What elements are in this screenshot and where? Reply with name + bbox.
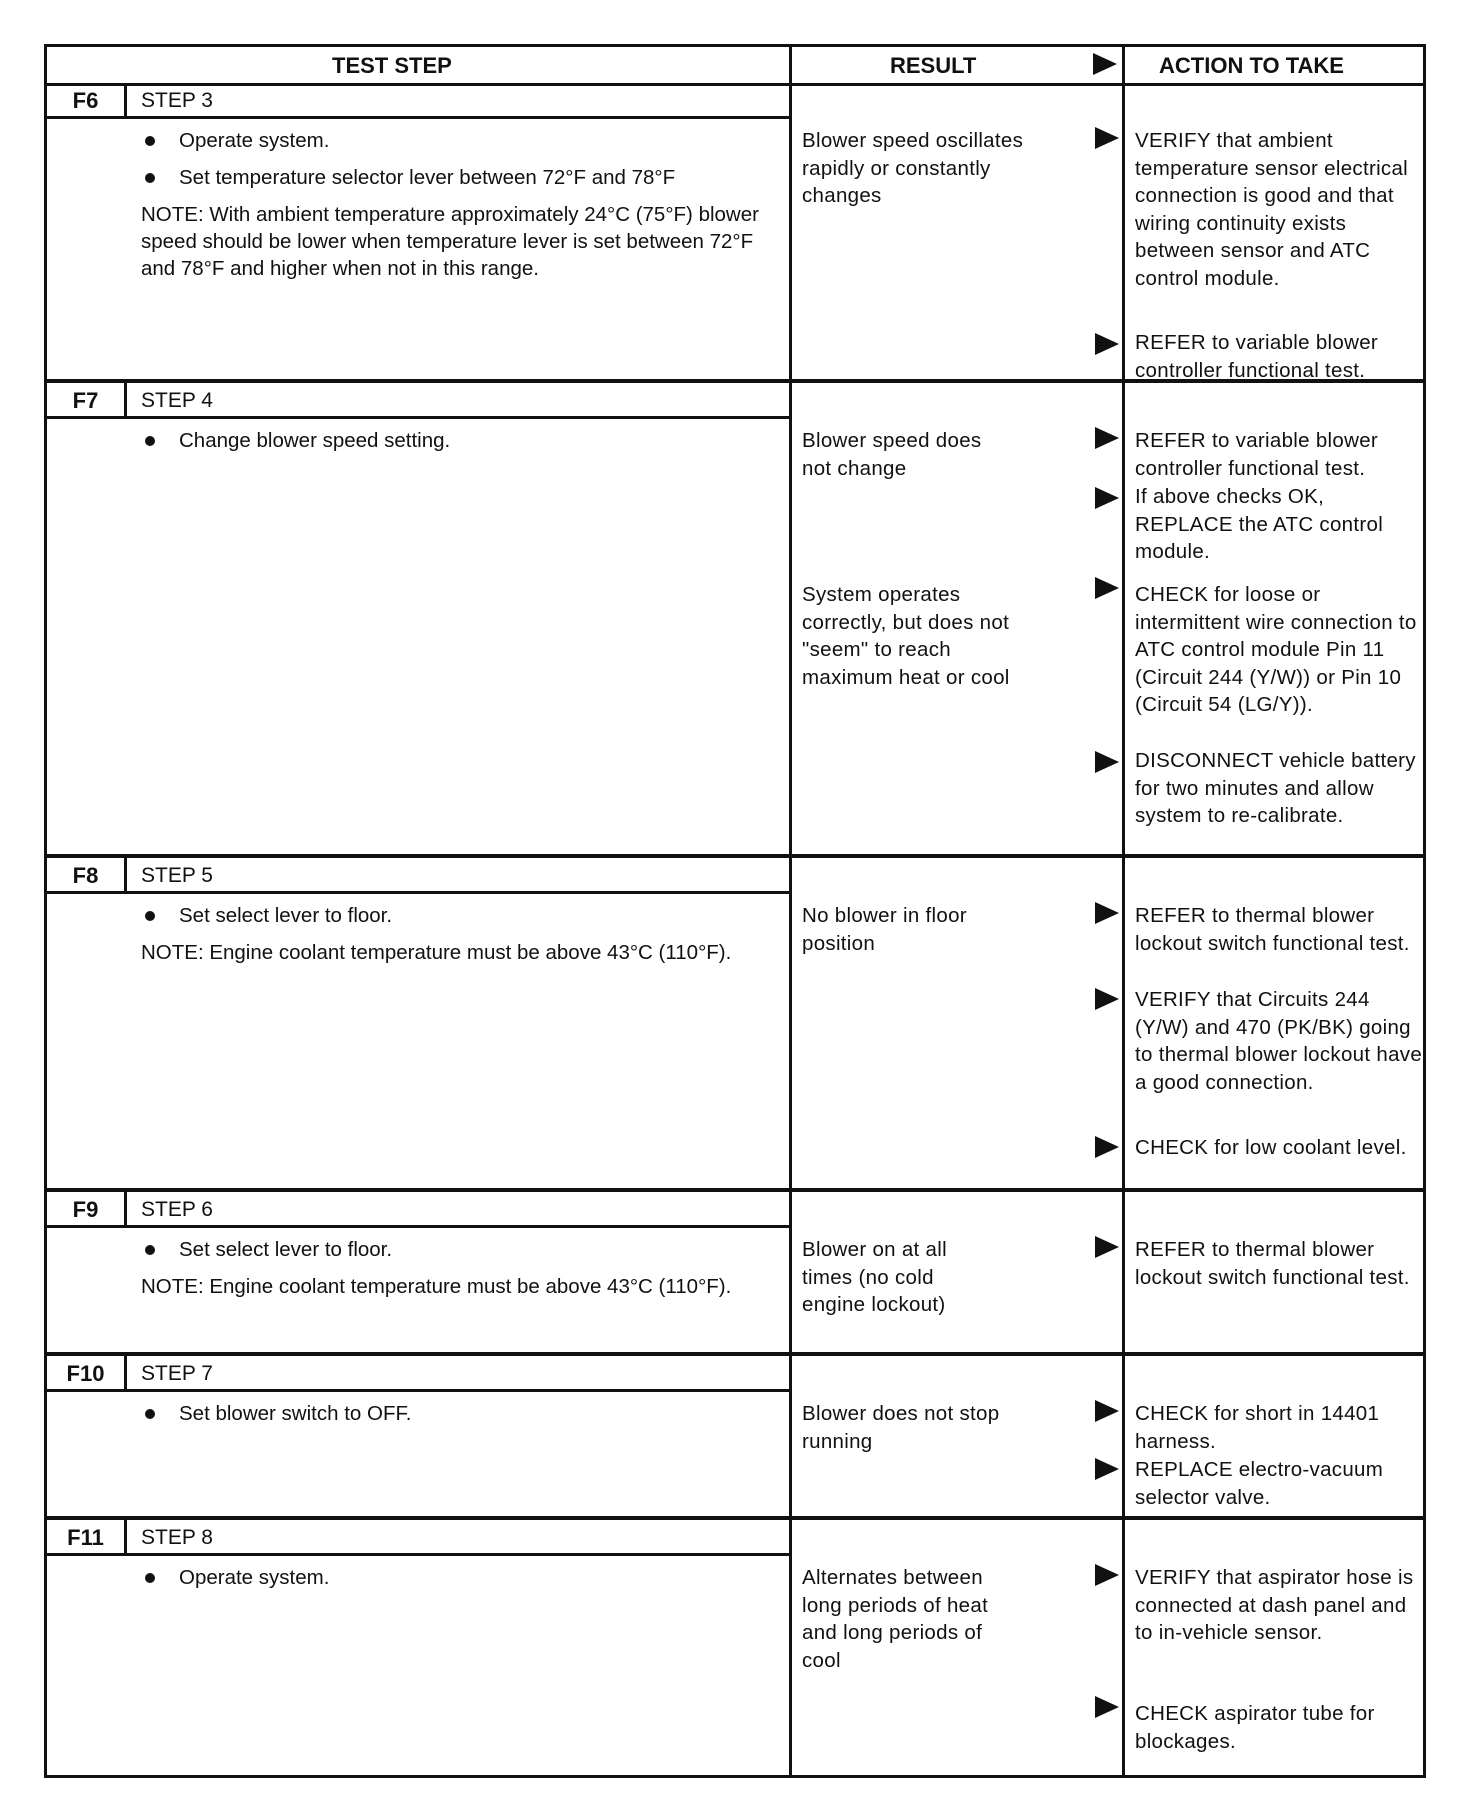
- arrow-icon: [1095, 1564, 1119, 1586]
- bullet-icon: [145, 173, 155, 183]
- step-header-row: [47, 383, 789, 419]
- arrow-icon: [1095, 1400, 1119, 1422]
- step-instructions: [141, 1564, 771, 1601]
- arrow-icon: [1095, 487, 1119, 509]
- result-text: Blower speed does not change: [802, 429, 982, 480]
- step-label: STEP 7: [141, 1362, 213, 1385]
- action-text: CHECK aspirator tube for blockages.: [1135, 1702, 1375, 1753]
- section-f10: [47, 1356, 1423, 1520]
- bullet-icon: [145, 136, 155, 146]
- step-header-row: [47, 1192, 789, 1228]
- step-label: STEP 4: [141, 389, 213, 412]
- action-text: REFER to variable blower controller functional test.: [1135, 331, 1379, 382]
- action-text: VERIFY that aspirator hose is connected at dash panel and to in-vehicle sensor.: [1135, 1566, 1414, 1644]
- step-header-row: [47, 1356, 789, 1392]
- instruction-bullet: Operate system.: [141, 1564, 771, 1591]
- step-label: STEP 6: [141, 1198, 213, 1221]
- section-tag: F6: [47, 83, 127, 119]
- instruction-bullet: Set select lever to floor.: [141, 1236, 771, 1263]
- instruction-bullet: Set temperature selector lever between 72°F and 78°F: [141, 164, 771, 191]
- action-text: REFER to thermal blower lockout switch functional test.: [1135, 1238, 1410, 1289]
- action-text: REFER to variable blower controller functional test.: [1135, 429, 1379, 480]
- instruction-bullet: Set select lever to floor.: [141, 902, 771, 929]
- instruction-bullet: Change blower speed setting.: [141, 427, 771, 454]
- section-f6: [47, 83, 1423, 383]
- result-text: Blower speed oscillates rapidly or constantly changes: [802, 129, 1024, 207]
- step-note: NOTE: Engine coolant temperature must be above 43°C (110°F).: [141, 941, 732, 964]
- result-text: System operates correctly, but does not "seem" to reach maximum heat or cool: [802, 583, 1010, 689]
- table-header: [47, 47, 1423, 86]
- bullet-icon: [145, 1245, 155, 1255]
- section-tag: F7: [47, 383, 127, 419]
- bullet-icon: [145, 1573, 155, 1583]
- arrow-icon: [1095, 1136, 1119, 1158]
- arrow-icon: [1095, 902, 1119, 924]
- step-instructions: [141, 902, 771, 966]
- arrow-icon: [1095, 988, 1119, 1010]
- instruction-bullet: Operate system.: [141, 127, 771, 154]
- action-text: CHECK for low coolant level.: [1135, 1136, 1407, 1159]
- action-text: CHECK for short in 14401 harness.: [1135, 1402, 1380, 1453]
- arrow-icon: [1095, 333, 1119, 355]
- instruction-bullet: Set blower switch to OFF.: [141, 1400, 771, 1427]
- arrow-icon: [1093, 53, 1117, 75]
- step-label: STEP 3: [141, 89, 213, 112]
- step-note: NOTE: Engine coolant temperature must be above 43°C (110°F).: [141, 1275, 732, 1298]
- action-text: VERIFY that ambient temperature sensor electrical connection is good and that wiring continuity exists between sensor and ATC control module.: [1135, 129, 1409, 290]
- section-tag: F8: [47, 858, 127, 894]
- bullet-icon: [145, 436, 155, 446]
- section-f8: [47, 858, 1423, 1192]
- section-tag: F11: [47, 1520, 127, 1556]
- step-instructions: [141, 127, 771, 282]
- arrow-icon: [1095, 577, 1119, 599]
- header-result: RESULT: [890, 53, 977, 78]
- arrow-icon: [1095, 127, 1119, 149]
- step-instructions: [141, 1400, 771, 1437]
- arrow-icon: [1095, 1458, 1119, 1480]
- section-tag: F10: [47, 1356, 127, 1392]
- arrow-icon: [1095, 427, 1119, 449]
- section-f11: [47, 1520, 1423, 1775]
- section-f9: [47, 1192, 1423, 1356]
- action-text: If above checks OK, REPLACE the ATC control module.: [1135, 485, 1384, 563]
- arrow-icon: [1095, 1696, 1119, 1718]
- section-tag: F9: [47, 1192, 127, 1228]
- step-instructions: [141, 1236, 771, 1300]
- result-text: Alternates between long periods of heat and long periods of cool: [802, 1566, 989, 1672]
- step-label: STEP 5: [141, 864, 213, 887]
- action-text: CHECK for loose or intermittent wire connection to ATC control module Pin 11 (Circuit 244 (Y/W)) or Pin 10 (Circuit 54 (LG/Y)).: [1135, 583, 1417, 716]
- header-test-step: TEST STEP: [332, 53, 452, 78]
- arrow-icon: [1095, 1236, 1119, 1258]
- step-label: STEP 8: [141, 1526, 213, 1549]
- action-text: REFER to thermal blower lockout switch functional test.: [1135, 904, 1410, 955]
- step-header-row: [47, 1520, 789, 1556]
- bullet-icon: [145, 911, 155, 921]
- section-f7: [47, 383, 1423, 858]
- header-action: ACTION TO TAKE: [1159, 53, 1344, 78]
- bullet-icon: [145, 1409, 155, 1419]
- action-text: REPLACE electro-vacuum selector valve.: [1135, 1458, 1384, 1509]
- arrow-icon: [1095, 751, 1119, 773]
- step-header-row: [47, 858, 789, 894]
- action-text: DISCONNECT vehicle battery for two minutes and allow system to re-calibrate.: [1135, 749, 1416, 827]
- step-header-row: [47, 83, 789, 119]
- result-text: Blower on at all times (no cold engine lockout): [802, 1238, 947, 1316]
- action-text: VERIFY that Circuits 244 (Y/W) and 470 (PK/BK) going to thermal blower lockout have a good connection.: [1135, 988, 1423, 1094]
- step-instructions: [141, 427, 771, 464]
- result-text: No blower in floor position: [802, 904, 967, 955]
- step-note: NOTE: With ambient temperature approximately 24°C (75°F) blower speed should be lower when temperature lever is set between 72°F and 78°F and higher when not in this range.: [141, 203, 759, 280]
- diagnostic-table: [44, 44, 1426, 1778]
- result-text: Blower does not stop running: [802, 1402, 1000, 1453]
